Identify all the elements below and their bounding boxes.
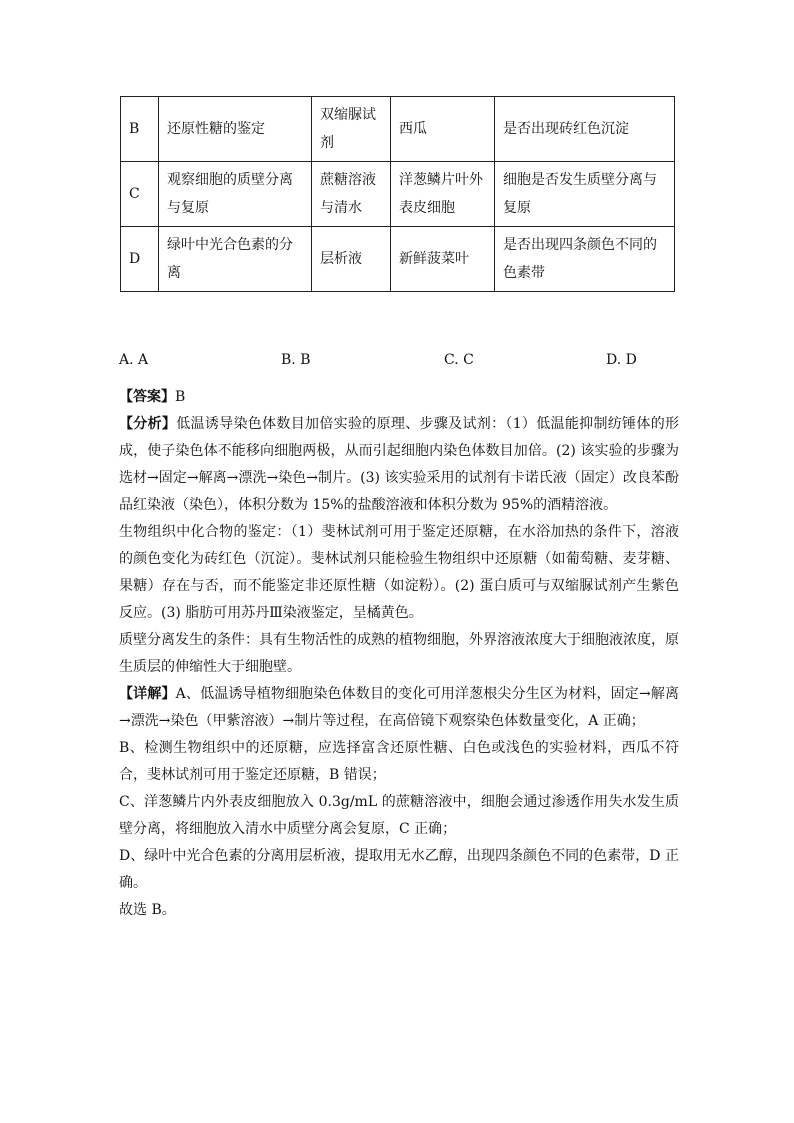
detail-paragraph: B、检测生物组织中的还原糖，应选择富含还原性糖、白色或浅色的实验材料，西瓜不符合，斐林试剂可用于鉴定还原糖，B 错误； bbox=[119, 740, 679, 783]
detail-paragraph: D、绿叶中光合色素的分离用层析液，提取用无水乙醇，出现四条颜色不同的色素带，D 正确。 bbox=[119, 848, 679, 891]
experiment-name: 还原性糖的鉴定 bbox=[159, 97, 312, 162]
material: 洋葱鳞片叶外表皮细胞 bbox=[391, 162, 495, 227]
material: 新鲜菠菜叶 bbox=[391, 227, 495, 292]
detail-text: A、低温诱导植物细胞染色体数目的变化可用洋葱根尖分生区为材料，固定→解离→漂洗→染色（甲紫溶液）→制片等过程，在高倍镜下观察染色体数量变化，A 正确； bbox=[119, 686, 680, 729]
experiment-table bbox=[120, 96, 675, 292]
solution-text bbox=[119, 384, 679, 924]
table-row bbox=[121, 227, 675, 292]
answer-options bbox=[119, 352, 679, 376]
analysis-tag: 【分析】 bbox=[119, 416, 177, 432]
analysis-text: 低温诱导染色体数目加倍实验的原理、步骤及试剂：（1）低温能抑制纺锤体的形成，使子染色体不能移向细胞两极，从而引起细胞内染色体数目加倍。(2) 该实验的步骤为选材→固定→解离→漂洗→染色→制片。(3) 该实验采用的试剂有卡诺氏液（固定）改良苯酚品红染液（染色），体积分数为 15%的盐酸溶液和体积分数为 95%的酒精溶液。 bbox=[119, 416, 680, 513]
option-d: D. D bbox=[606, 352, 637, 368]
answer-tag: 【答案】 bbox=[119, 389, 175, 405]
material: 西瓜 bbox=[391, 97, 495, 162]
analysis-paragraph: 生物组织中化合物的鉴定：（1）斐林试剂可用于鉴定还原糖，在水浴加热的条件下，溶液的颜色变化为砖红色（沉淀）。斐林试剂只能检验生物组织中还原糖（如葡萄糖、麦芽糖、果糖）存在与否，而不能鉴定非还原性糖（如淀粉）。(2) 蛋白质可与双缩脲试剂产生紫色反应。(3) 脂肪可用苏丹Ⅲ染液鉴定，呈橘黄色。 bbox=[119, 524, 679, 621]
detail-paragraph bbox=[119, 681, 679, 735]
analysis-paragraph bbox=[119, 411, 679, 519]
reagent: 蔗糖溶液与清水 bbox=[312, 162, 391, 227]
option-b: B. B bbox=[281, 352, 311, 368]
experiment-name: 绿叶中光合色素的分离 bbox=[159, 227, 312, 292]
row-label: D bbox=[121, 227, 159, 292]
table-row bbox=[121, 97, 675, 162]
analysis-paragraph: 质壁分离发生的条件：具有生物活性的成熟的植物细胞，外界溶液浓度大于细胞液浓度，原生质层的伸缩性大于细胞壁。 bbox=[119, 632, 679, 675]
detail-tag: 【详解】 bbox=[119, 686, 176, 702]
detail-paragraph: C、洋葱鳞片内外表皮细胞放入 0.3g/mL 的蔗糖溶液中，细胞会通过渗透作用失水发生质壁分离，将细胞放入清水中质壁分离会复原，C 正确； bbox=[119, 794, 679, 837]
observation: 是否出现砖红色沉淀 bbox=[495, 97, 675, 162]
reagent: 层析液 bbox=[312, 227, 391, 292]
answer-line bbox=[119, 384, 679, 411]
row-label: B bbox=[121, 97, 159, 162]
observation: 是否出现四条颜色不同的色素带 bbox=[495, 227, 675, 292]
experiment-name: 观察细胞的质壁分离与复原 bbox=[159, 162, 312, 227]
answer-value: B bbox=[175, 389, 186, 405]
observation: 细胞是否发生质壁分离与复原 bbox=[495, 162, 675, 227]
conclusion: 故选 B。 bbox=[119, 902, 176, 918]
table-row bbox=[121, 162, 675, 227]
row-label: C bbox=[121, 162, 159, 227]
option-c: C. C bbox=[444, 352, 474, 368]
option-a: A. A bbox=[119, 352, 149, 368]
reagent: 双缩脲试剂 bbox=[312, 97, 391, 162]
